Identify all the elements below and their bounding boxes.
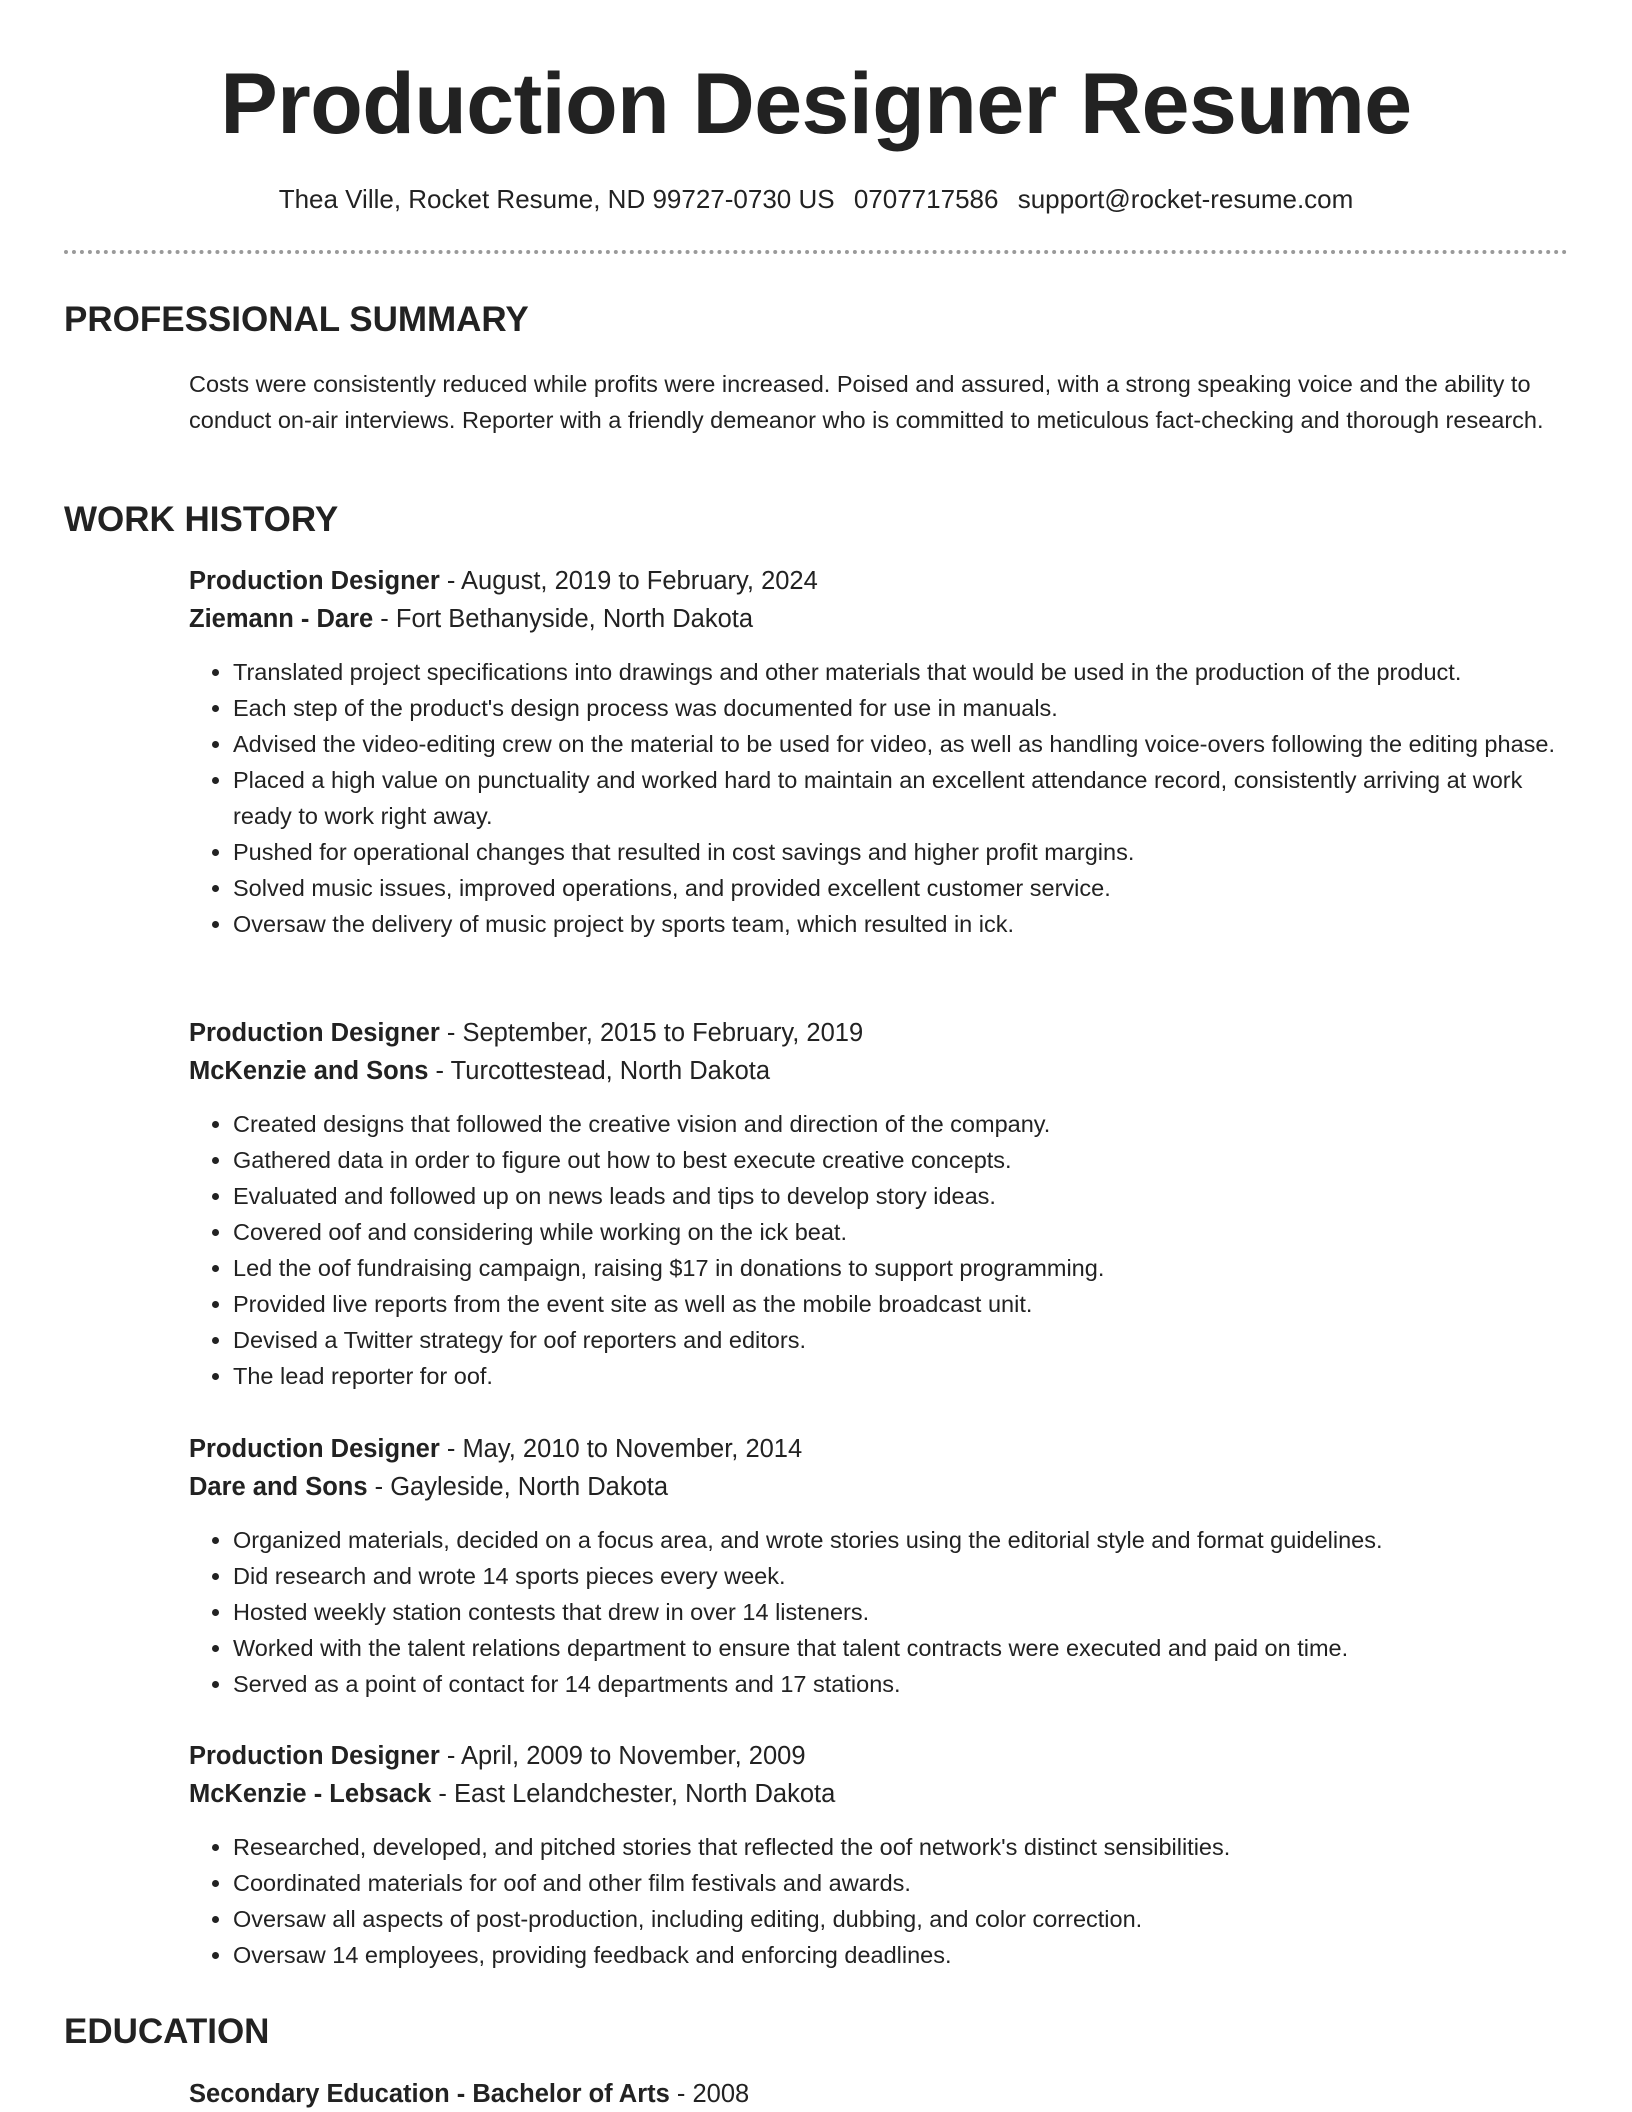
job-company: McKenzie and Sons <box>189 1057 429 1085</box>
job-bullet-list <box>189 1829 1569 1973</box>
list-item: • Served as a point of contact for 14 departments and 17 stations. <box>233 1666 1569 1702</box>
job-entry <box>189 1014 1569 1394</box>
section-heading-work-history: WORK HISTORY <box>64 500 339 539</box>
list-item: • Placed a high value on punctuality and worked hard to maintain an excellent attendance record, consistently arriving at work ready to work right away. <box>233 762 1569 834</box>
job-bullet-list <box>189 1522 1569 1702</box>
contact-phone: 0707717586 <box>853 184 999 214</box>
list-item: • Worked with the talent relations department to ensure that talent contracts were executed and paid on time. <box>233 1630 1569 1666</box>
list-item: • Solved music issues, improved operations, and provided excellent customer service. <box>233 870 1569 906</box>
job-title: Production Designer <box>189 567 440 595</box>
job-company: Dare and Sons <box>189 1473 368 1501</box>
job-location: - Turcottestead, North Dakota <box>428 1057 771 1085</box>
list-item: • Gathered data in order to figure out how to best execute creative concepts. <box>233 1142 1569 1178</box>
list-item: • Translated project specifications into drawings and other materials that would be used in the production of the product. <box>233 654 1569 690</box>
education-entry <box>189 2075 749 2112</box>
section-heading-education: EDUCATION <box>64 2012 270 2051</box>
list-item: • Oversaw 14 employees, providing feedback and enforcing deadlines. <box>233 1937 1569 1973</box>
job-company: Ziemann - Dare <box>189 605 374 633</box>
contact-address: Thea Ville, Rocket Resume, ND 99727-0730 US <box>278 184 835 214</box>
job-title-line <box>189 1014 1569 1052</box>
list-item: • Oversaw the delivery of music project by sports team, which resulted in ick. <box>233 906 1569 942</box>
job-title: Production Designer <box>189 1742 440 1770</box>
list-item: • Devised a Twitter strategy for oof reporters and editors. <box>233 1322 1569 1358</box>
job-dates: - September, 2015 to February, 2019 <box>439 1019 864 1047</box>
job-entry <box>189 562 1569 942</box>
job-dates: - April, 2009 to November, 2009 <box>439 1742 806 1770</box>
section-heading-summary: PROFESSIONAL SUMMARY <box>64 300 529 339</box>
list-item: • Oversaw all aspects of post-production, including editing, dubbing, and color correction. <box>233 1901 1569 1937</box>
contact-email[interactable]: support@rocket-resume.com <box>1017 184 1354 214</box>
job-title: Production Designer <box>189 1435 440 1463</box>
list-item: • Provided live reports from the event site as well as the mobile broadcast unit. <box>233 1286 1569 1322</box>
job-title-line <box>189 1737 1569 1775</box>
list-item: • The lead reporter for oof. <box>233 1358 1569 1394</box>
job-location: - Fort Bethanyside, North Dakota <box>373 605 754 633</box>
list-item: • Led the oof fundraising campaign, raising $17 in donations to support programming. <box>233 1250 1569 1286</box>
list-item: • Evaluated and followed up on news leads and tips to develop story ideas. <box>233 1178 1569 1214</box>
job-title-line <box>189 562 1569 600</box>
list-item: • Each step of the product's design process was documented for use in manuals. <box>233 690 1569 726</box>
job-bullet-list <box>189 1106 1569 1394</box>
list-item: • Organized materials, decided on a focus area, and wrote stories using the editorial style and format guidelines. <box>233 1522 1569 1558</box>
list-item: • Covered oof and considering while working on the ick beat. <box>233 1214 1569 1250</box>
job-bullet-list <box>189 654 1569 942</box>
header-divider <box>64 250 1568 254</box>
list-item: • Advised the video-editing crew on the material to be used for video, as well as handling voice-overs following the editing phase. <box>233 726 1569 762</box>
job-entry <box>189 1737 1569 1973</box>
job-company-line <box>189 1468 1569 1506</box>
summary-text: Costs were consistently reduced while profits were increased. Poised and assured, with a strong speaking voice and the ability to conduct on-air interviews. Reporter with a friendly demeanor who is committed to meticulous fact-checking and thorough research. <box>189 371 1544 433</box>
list-item: • Researched, developed, and pitched stories that reflected the oof network's distinct sensibilities. <box>233 1829 1569 1865</box>
job-entry <box>189 1430 1569 1702</box>
resume-title: Production Designer Resume <box>220 56 1412 152</box>
job-company-line <box>189 1775 1569 1813</box>
job-title-line <box>189 1430 1569 1468</box>
job-location: - Gayleside, North Dakota <box>367 1473 669 1501</box>
job-company: McKenzie - Lebsack <box>189 1780 432 1808</box>
list-item: • Hosted weekly station contests that drew in over 14 listeners. <box>233 1594 1569 1630</box>
job-dates: - May, 2010 to November, 2014 <box>439 1435 803 1463</box>
list-item: • Coordinated materials for oof and other film festivals and awards. <box>233 1865 1569 1901</box>
list-item: • Created designs that followed the creative vision and direction of the company. <box>233 1106 1569 1142</box>
education-year: - 2008 <box>669 2080 750 2108</box>
job-title: Production Designer <box>189 1019 440 1047</box>
job-company-line <box>189 600 1569 638</box>
job-location: - East Lelandchester, North Dakota <box>431 1780 836 1808</box>
contact-line <box>0 182 1632 216</box>
job-dates: - August, 2019 to February, 2024 <box>439 567 818 595</box>
list-item: • Did research and wrote 14 sports pieces every week. <box>233 1558 1569 1594</box>
job-company-line <box>189 1052 1569 1090</box>
list-item: • Pushed for operational changes that resulted in cost savings and higher profit margins. <box>233 834 1569 870</box>
education-degree: Secondary Education - Bachelor of Arts <box>189 2080 670 2108</box>
